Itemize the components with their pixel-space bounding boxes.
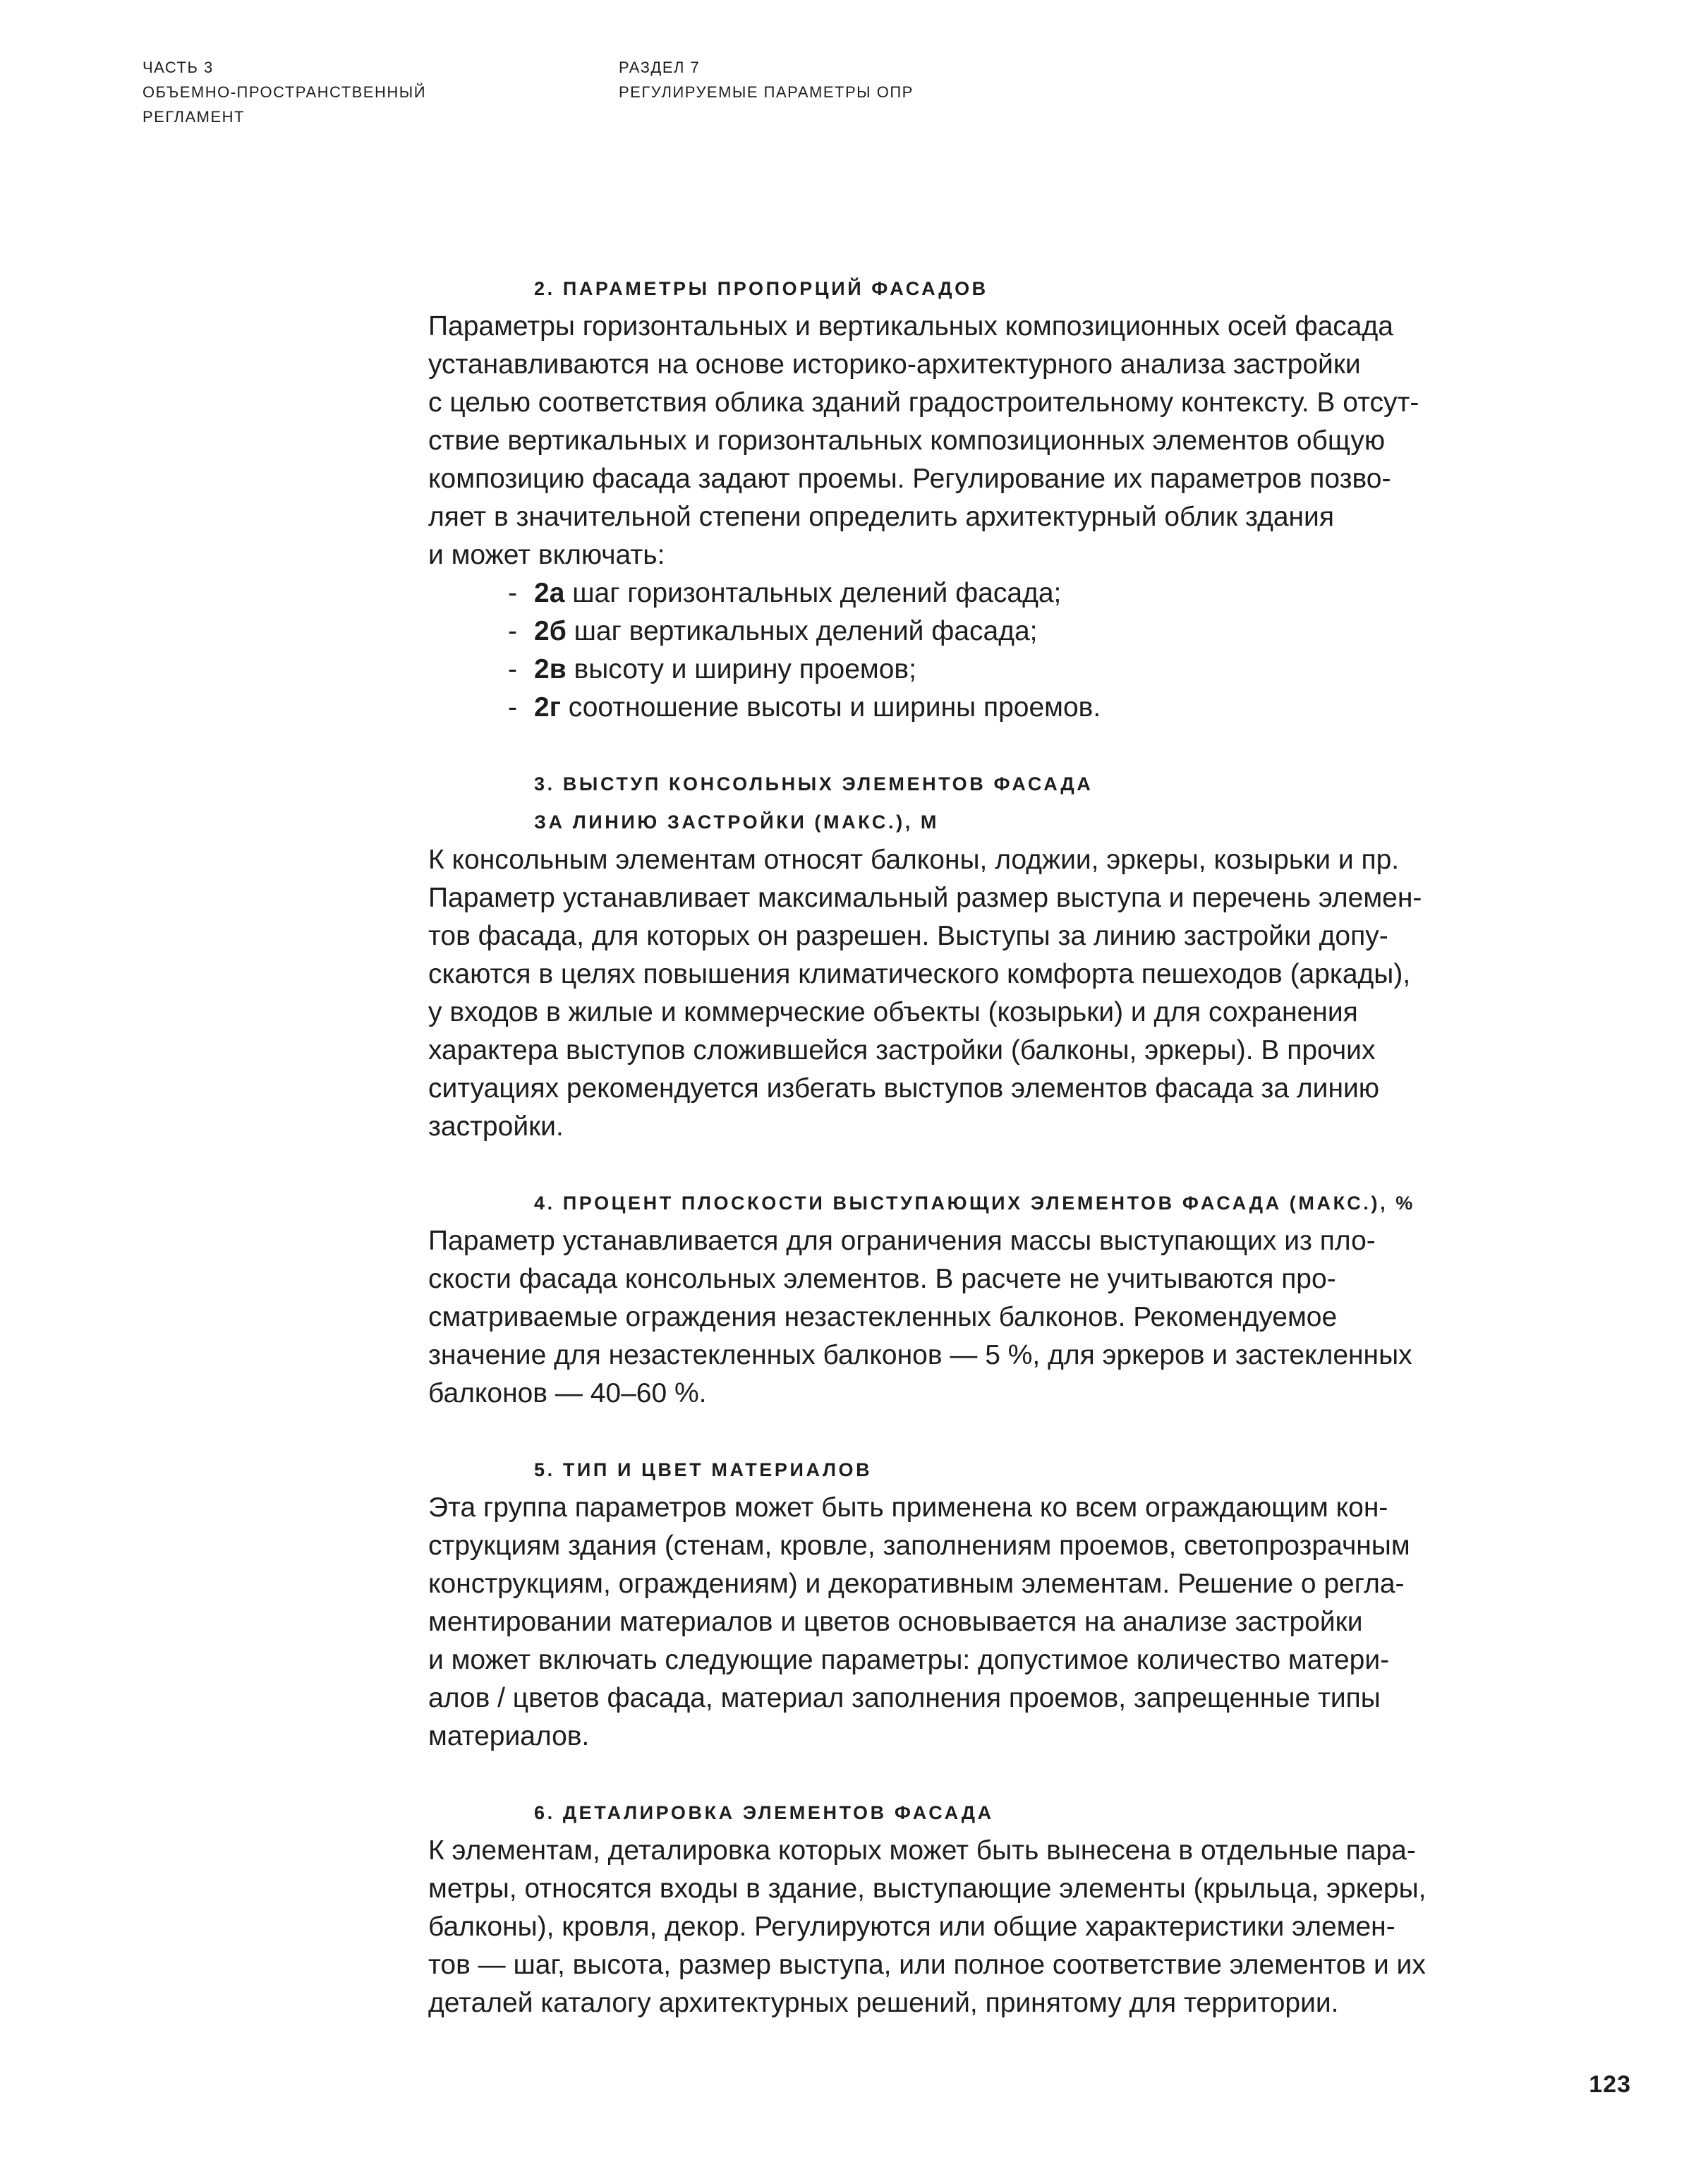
list-item-code: 2в (534, 654, 567, 684)
section-heading (534, 765, 1529, 841)
list-item (428, 689, 1529, 727)
section (428, 270, 1529, 727)
paragraph-line: застройки. (428, 1111, 564, 1142)
section (428, 1184, 1529, 1413)
paragraph-line: К консольным элементам относят балконы, лоджии, эркеры, козырьки и пр. (428, 845, 1400, 875)
section-heading (534, 1451, 1529, 1489)
paragraph-line: и может включать: (428, 540, 665, 570)
running-head-part: ЧАСТЬ 3 (143, 59, 214, 76)
list-item-text: шаг вертикальных делений фасада; (574, 616, 1038, 646)
section-heading (534, 270, 1529, 308)
list-item (428, 574, 1529, 612)
paragraph-line: ляет в значительной степени определить архитектурный облик здания (428, 502, 1334, 532)
paragraph-line: деталей каталогу архитектурных решений, принятому для территории. (428, 1988, 1339, 2018)
paragraph-line: балконов — 40–60 %. (428, 1378, 707, 1408)
paragraph-line: композицию фасада задают проемы. Регулирование их параметров позво- (428, 464, 1391, 494)
list-item-text: соотношение высоты и ширины проемов. (568, 692, 1101, 723)
section-heading-line: ЗА ЛИНИЮ ЗАСТРОЙКИ (МАКС.), М (534, 811, 940, 833)
paragraph-line: сматриваемые ограждения незастекленных балконов. Рекомендуемое (428, 1302, 1338, 1332)
paragraph-line: Параметр устанавливает максимальный размер выступа и перечень элемен- (428, 883, 1422, 913)
list-dash: - (508, 654, 517, 684)
running-head-right (619, 55, 914, 104)
section-heading (534, 1184, 1529, 1222)
paragraph-line: с целью соответствия облика зданий градостроительному контексту. В отсут- (428, 387, 1419, 418)
list-item (428, 651, 1529, 689)
section-heading-line: 3. ВЫСТУП КОНСОЛЬНЫХ ЭЛЕМЕНТОВ ФАСАДА (534, 773, 1094, 795)
list-item-text: шаг горизонтальных делений фасада; (572, 578, 1062, 608)
list-item-code: 2б (534, 616, 567, 646)
paragraph-line: тов фасада, для которых он разрешен. Выступы за линию застройки допу- (428, 921, 1388, 951)
paragraph-line: К элементам, деталировка которых может быть вынесена в отдельные пара- (428, 1835, 1416, 1866)
section (428, 1794, 1529, 2022)
list-item-code: 2г (534, 692, 561, 723)
running-head-title-line: ОБЪЕМНО-ПРОСТРАНСТВЕННЫЙ (143, 83, 427, 101)
running-head-left (143, 55, 426, 129)
section-heading-line: 6. ДЕТАЛИРОВКА ЭЛЕМЕНТОВ ФАСАДА (534, 1802, 994, 1823)
running-head-title-line: РЕГЛАМЕНТ (143, 108, 245, 126)
paragraph-line: Эта группа параметров может быть применена ко всем ограждающим кон- (428, 1492, 1388, 1523)
list-item-text: высоту и ширину проемов; (574, 654, 916, 684)
paragraph-line: характера выступов сложившейся застройки (балконы, эркеры). В прочих (428, 1035, 1376, 1066)
paragraph-line: скости фасада консольных элементов. В расчете не учитываются про- (428, 1264, 1336, 1294)
paragraph-line: у входов в жилые и коммерческие объекты (козырьки) и для сохранения (428, 997, 1358, 1027)
running-head-section: РАЗДЕЛ 7 (619, 59, 701, 76)
paragraph-line: ствие вертикальных и горизонтальных композиционных элементов общую (428, 425, 1386, 456)
list-item (428, 612, 1529, 651)
paragraph-line: тов — шаг, высота, размер выступа, или полное соответствие элементов и их (428, 1950, 1426, 1980)
paragraph-line: конструкциям, ограждениям) и декоративным элементам. Решение о регла- (428, 1569, 1405, 1599)
paragraph-line: и может включать следующие параметры: допустимое количество матери- (428, 1645, 1390, 1675)
list-item-code: 2а (534, 578, 565, 608)
section (428, 765, 1529, 1146)
page-number: 123 (1589, 2071, 1631, 2098)
section-heading-line: 4. ПРОЦЕНТ ПЛОСКОСТИ ВЫСТУПАЮЩИХ ЭЛЕМЕНТОВ ФАСАДА (МАКС.), % (534, 1193, 1415, 1214)
section-heading-line: 2. ПАРАМЕТРЫ ПРОПОРЦИЙ ФАСАДОВ (534, 278, 988, 299)
list-dash: - (508, 692, 517, 723)
paragraph-line: струкциям здания (стенам, кровле, заполнениям проемов, светопрозрачным (428, 1531, 1410, 1561)
paragraph-line: значение для незастекленных балконов — 5 %, для эркеров и застекленных (428, 1340, 1412, 1370)
paragraph-line: балконы), кровля, декор. Регулируются или общие характеристики элемен- (428, 1912, 1395, 1942)
running-head-section-title: РЕГУЛИРУЕМЫЕ ПАРАМЕТРЫ ОПР (619, 83, 914, 101)
main-text-column (428, 270, 1529, 2060)
paragraph-line: устанавливаются на основе историко-архитектурного анализа застройки (428, 349, 1361, 380)
paragraph-line: материалов. (428, 1721, 590, 1751)
section-heading-line: 5. ТИП И ЦВЕТ МАТЕРИАЛОВ (534, 1459, 873, 1480)
paragraph-line: Параметр устанавливается для ограничения массы выступающих из пло- (428, 1226, 1376, 1256)
section (428, 1451, 1529, 1756)
list-dash: - (508, 578, 517, 608)
section-heading (534, 1794, 1529, 1832)
list-dash: - (508, 616, 517, 646)
paragraph-line: ситуациях рекомендуется избегать выступов элементов фасада за линию (428, 1073, 1380, 1104)
paragraph-line: алов / цветов фасада, материал заполнения проемов, запрещенные типы (428, 1683, 1381, 1713)
paragraph-line: ментировании материалов и цветов основывается на анализе застройки (428, 1607, 1363, 1637)
paragraph-line: метры, относятся входы в здание, выступающие элементы (крыльца, эркеры, (428, 1873, 1427, 1904)
paragraph-line: скаются в целях повышения климатического комфорта пешеходов (аркады), (428, 959, 1411, 989)
paragraph-line: Параметры горизонтальных и вертикальных композиционных осей фасада (428, 311, 1393, 342)
